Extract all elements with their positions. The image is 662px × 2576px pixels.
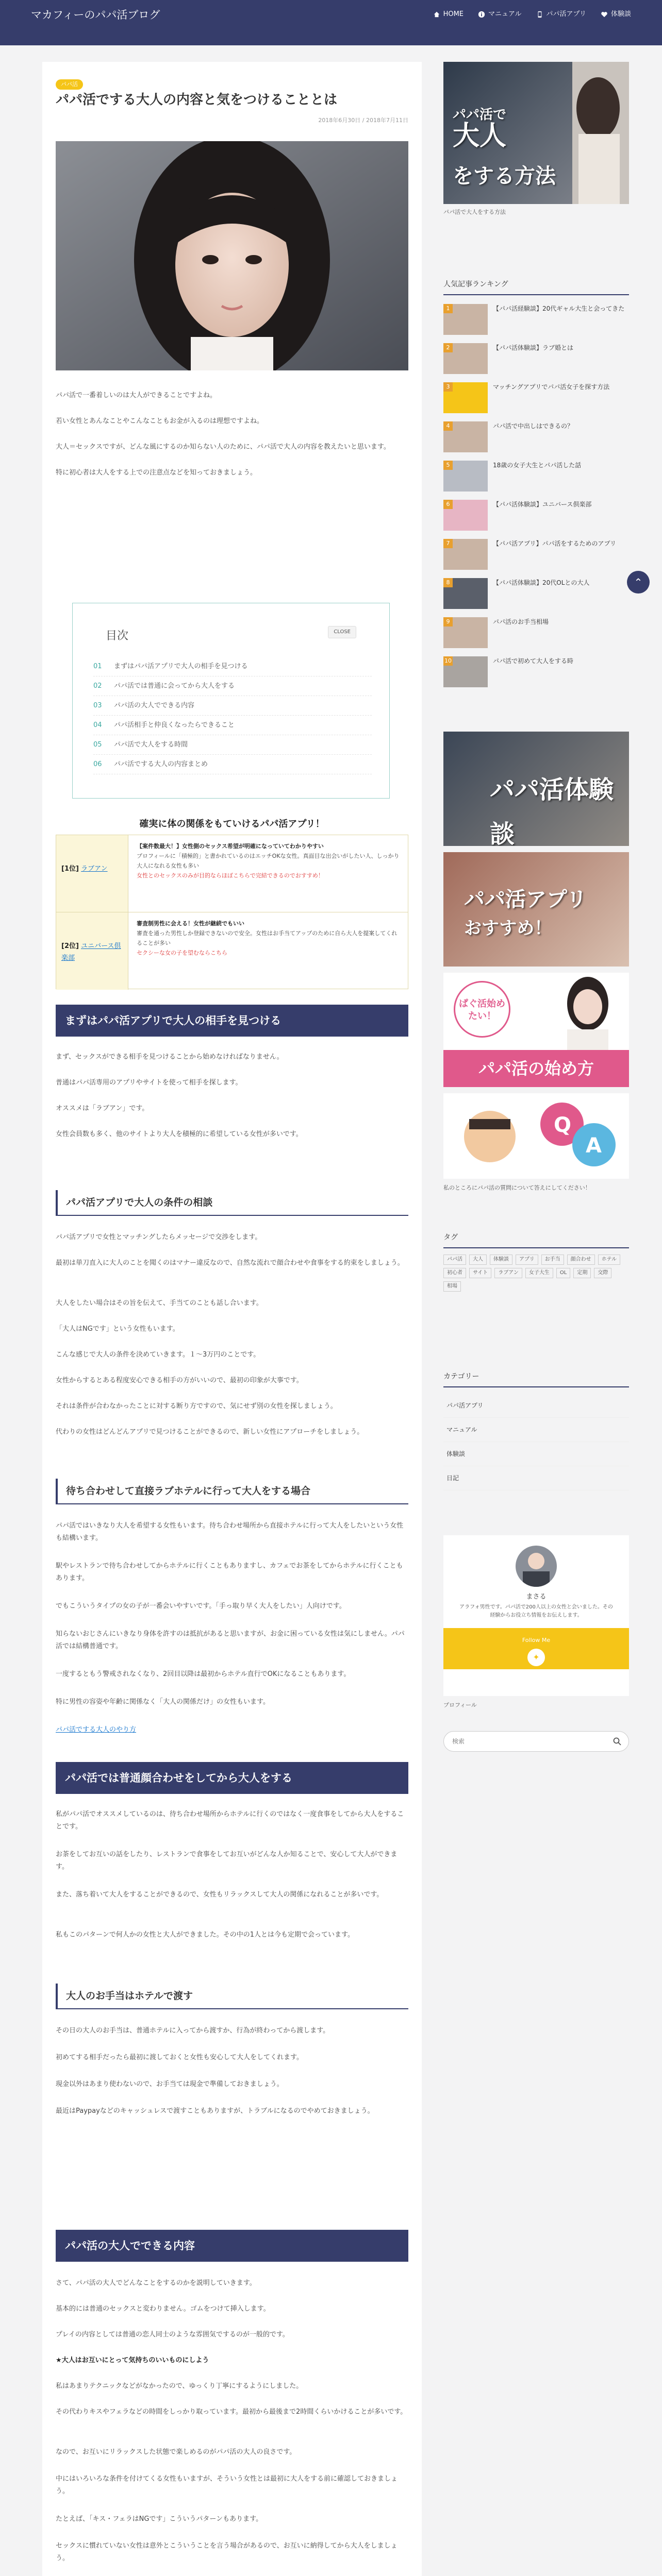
ranking-title: 【パパ活体験談】ユニバース倶楽部 bbox=[493, 501, 592, 508]
banner-text: 大人 bbox=[453, 121, 507, 151]
table-app-cell bbox=[56, 835, 128, 912]
body-paragraph: 最初は単刀直入に大人のことを聞くのはマナー違反なので、自然な流れで顔合わせや食事をする約束をしましょう。 bbox=[56, 1259, 404, 1267]
body-paragraph: こんな感じで大人の条件を決めていきます。１～3万円のことです。 bbox=[56, 1351, 260, 1359]
intro-paragraph: 若い女性とあんなことやこんなこともお金が入るのは理想ですよね。 bbox=[56, 417, 264, 425]
follow-box bbox=[443, 1628, 629, 1669]
section-heading: パパ活では普通顔合わせをしてから大人をする bbox=[56, 1762, 408, 1794]
subsection-heading: 大人のお手当はホテルで渡す bbox=[56, 1984, 408, 2009]
intro-paragraph: 特に初心者は大人をする上での注意点などを知っておきましょう。 bbox=[56, 469, 257, 477]
ranking-item[interactable] bbox=[443, 539, 629, 578]
ranking-title: 【パパ活アプリ】パパ活をするためのアプリ bbox=[493, 540, 617, 547]
intro-paragraph: 大人＝セックスですが、どんな風にするのか知らない人のために、パパ活で大人の内容を教えたいと思います。 bbox=[56, 443, 390, 451]
svg-text:A: A bbox=[586, 1134, 602, 1158]
desc-body: プロフィールに「積極的」と書かれているのはエッチOKな女性。真面目な出会いがしたい人、しっかり大人になれる女性も多い bbox=[137, 853, 400, 869]
toc-item-number: 01 bbox=[93, 663, 102, 670]
table-app-cell bbox=[56, 912, 128, 990]
table-row bbox=[56, 835, 408, 912]
toc-item-label: まずはパパ活アプリで大人の相手を見つける bbox=[114, 663, 248, 670]
subsection-heading: 待ち合わせして直接ラブホテルに行って大人をする場合 bbox=[56, 1479, 408, 1504]
heart-icon bbox=[601, 11, 608, 18]
table-of-contents bbox=[72, 603, 390, 799]
category-link[interactable]: マニュアル bbox=[443, 1418, 629, 1442]
table-row bbox=[56, 912, 408, 990]
tag-link[interactable]: 相場 bbox=[443, 1281, 461, 1292]
ranking-table-title: 確実に体の関係をもていけるパパ活アプリ！ bbox=[139, 819, 325, 829]
rank-label: [2位] bbox=[61, 942, 79, 950]
search-input[interactable] bbox=[452, 1736, 602, 1747]
site-header bbox=[0, 0, 662, 45]
toc-item-label: パパ活で大人をする時間 bbox=[114, 741, 188, 749]
ranking-number: 1 bbox=[443, 304, 453, 313]
category-badge[interactable]: パパ活 bbox=[56, 79, 83, 90]
profile-caption: プロフィール bbox=[443, 1702, 477, 1708]
banner-caption: パパ活で大人をする方法 bbox=[443, 209, 506, 215]
ranking-item[interactable] bbox=[443, 461, 629, 500]
nav-home[interactable] bbox=[433, 8, 464, 20]
banner-adult-method[interactable] bbox=[443, 62, 629, 204]
body-paragraph: さて、パパ活の大人でどんなことをするのかを説明していきます。 bbox=[56, 2279, 256, 2287]
body-paragraph: でもこういうタイプの女の子が一番会いやすいです。「手っ取り早く大人をしたい」人向けです。 bbox=[56, 1602, 346, 1610]
ranking-item[interactable] bbox=[443, 500, 629, 539]
toc-item-number: 06 bbox=[93, 760, 102, 768]
body-paragraph: 私もこのパターンで何人かの女性と大人ができました。その中の1人とは今も定期で会っています。 bbox=[56, 1931, 354, 1939]
banner-howto[interactable] bbox=[443, 973, 629, 1087]
ranking-thumbnail bbox=[443, 421, 488, 452]
twitter-icon[interactable]: ✦ bbox=[527, 1649, 545, 1666]
category-link[interactable]: 体験談 bbox=[443, 1442, 629, 1466]
page-top-button[interactable]: ⌃ bbox=[627, 571, 650, 594]
rank-label: [1位] bbox=[61, 865, 79, 873]
ranking-title: 【パパ活経験談】20代ギャル大生と会ってきた bbox=[493, 305, 625, 312]
app-ranking-table bbox=[56, 835, 408, 989]
toc-item[interactable] bbox=[93, 735, 372, 755]
ranking-number: 7 bbox=[443, 539, 453, 548]
section-heading: パパ活の大人でできる内容 bbox=[56, 2230, 408, 2262]
body-paragraph: その代わりキスやフェラなどの時間をしっかり取っています。最初から最後まで2時間くらいかけることが多いです。 bbox=[56, 2408, 407, 2416]
ranking-item[interactable] bbox=[443, 382, 629, 421]
body-paragraph: 現金以外はあまり使わないので、お手当ては現金で準備しておきましょう。 bbox=[56, 2080, 284, 2088]
banner-qa[interactable] bbox=[443, 1093, 629, 1179]
body-paragraph: 基本的には普通のセックスと変わりません。ゴムをつけて挿入します。 bbox=[56, 2305, 270, 2313]
ranking-title: パパ活で中出しはできるの？ bbox=[493, 422, 574, 430]
nav-apps-label: パパ活アプリ bbox=[546, 10, 586, 18]
nav-experience-label: 体験談 bbox=[610, 10, 631, 18]
toc-item[interactable] bbox=[93, 696, 372, 716]
widget-title: カテゴリー bbox=[443, 1370, 629, 1387]
toc-title: 目次 bbox=[106, 630, 129, 642]
ranking-item[interactable] bbox=[443, 656, 629, 696]
ranking-number: 3 bbox=[443, 382, 453, 392]
ranking-title: パパ活のお手当相場 bbox=[493, 618, 549, 625]
ranking-title: マッチングアプリでパパ活女子を探す方法 bbox=[493, 383, 610, 391]
nav-manual[interactable] bbox=[478, 8, 521, 20]
body-paragraph: それは条件が合わなかったことに対する断り方ですので、気にせず別の女性を探しましょう。 bbox=[56, 1402, 337, 1410]
ranking-thumbnail bbox=[443, 500, 488, 531]
tag-link[interactable]: お手当 bbox=[541, 1255, 564, 1265]
category-widget bbox=[443, 1370, 629, 1490]
ranking-item[interactable] bbox=[443, 343, 629, 382]
ranking-number: 5 bbox=[443, 461, 453, 470]
body-paragraph: 特に男性の容姿や年齢に関係なく「大人の関係だけ」の女性もいます。 bbox=[56, 1698, 270, 1706]
ranking-item[interactable] bbox=[443, 617, 629, 656]
site-logo[interactable]: マカフィーのパパ活ブログ bbox=[31, 9, 160, 21]
toc-item-label: パパ活の大人でできる内容 bbox=[114, 702, 195, 709]
tag-link[interactable]: ラブアン bbox=[494, 1268, 522, 1278]
toc-item[interactable] bbox=[93, 657, 372, 676]
ranking-item[interactable] bbox=[443, 578, 629, 617]
avatar bbox=[516, 1546, 557, 1587]
intro-paragraph: パパ活で一番着しいのは大人ができることですよね。 bbox=[56, 392, 217, 399]
tag-link[interactable]: 定期 bbox=[573, 1268, 591, 1278]
section-heading: まずはパパ活アプリで大人の相手を見つける bbox=[56, 1005, 408, 1037]
body-paragraph: その日の大人のお手当は、普通ホテルに入ってから渡すか、行為が終わってから渡します。 bbox=[56, 2027, 330, 2035]
nav-apps[interactable] bbox=[536, 8, 586, 20]
ranking-title: パパ活で初めて大人をする時 bbox=[493, 657, 574, 665]
body-paragraph: プレイの内容としては普通の恋人同士のような雰囲気でするのが一般的です。 bbox=[56, 2331, 289, 2338]
search-icon[interactable] bbox=[613, 1737, 621, 1745]
toc-item-number: 03 bbox=[93, 702, 102, 709]
body-paragraph: たとえば、「キス・フェラはNGです」こういうパターンもあります。 bbox=[56, 2515, 263, 2523]
banner-apps[interactable] bbox=[443, 852, 629, 967]
banner-experience[interactable] bbox=[443, 732, 629, 846]
tag-link[interactable]: ホテル bbox=[598, 1255, 621, 1265]
toc-item-label: パパ活でする大人の内容まとめ bbox=[114, 760, 208, 768]
search-box bbox=[443, 1731, 629, 1752]
subsection-heading: パパ活アプリで大人の条件の相談 bbox=[56, 1190, 408, 1216]
body-paragraph: オススメは「ラブアン」です。 bbox=[56, 1105, 149, 1112]
ranking-thumbnail bbox=[443, 382, 488, 413]
body-paragraph: 私はあまりテクニックなどがなかったので、ゆっくり丁寧にするようにしました。 bbox=[56, 2382, 303, 2390]
body-paragraph: 初めてする相手だったら最初に渡しておくと女性も安心して大人をしてくれます。 bbox=[56, 2054, 303, 2061]
ranking-thumbnail bbox=[443, 617, 488, 648]
banner-text: パパ活で bbox=[453, 107, 507, 123]
desc-heading: 【案件数最大！】女性側のセックス希望が明確になっていてわかりやすい bbox=[137, 843, 324, 850]
body-paragraph: 女性からするとある程度安心できる相手の方がいいので、最初の印象が大事です。 bbox=[56, 1377, 303, 1384]
ranking-thumbnail bbox=[443, 461, 488, 492]
body-paragraph: パパ活ではいきなり大人を希望する女性もいます。待ち合わせ場所から直接ホテルに行って大人をしたいという女性も結構います。 bbox=[56, 1522, 404, 1542]
body-paragraph: パパ活アプリで女性とマッチングしたらメッセージで交渉をします。 bbox=[56, 1233, 262, 1241]
ranking-item[interactable] bbox=[443, 304, 629, 343]
desc-body: 審査を通った男性しか登録できないので安全。女性はお手当てアップのために自ら大人を提案してくれることが多い bbox=[137, 930, 398, 946]
tag-link[interactable]: パパ活 bbox=[443, 1255, 466, 1265]
desc-note: 女性とのセックスのみが目的ならほぼこちらで完結できるのでおすすめ！ bbox=[137, 872, 324, 879]
body-paragraph: 普通はパパ活専用のアプリやサイトを使って相手を探します。 bbox=[56, 1079, 242, 1087]
app-link[interactable]: ユニバース倶楽部 bbox=[61, 942, 121, 962]
body-paragraph: 大人をしたい場合はその旨を伝えて、手当てのことも話し合います。 bbox=[56, 1299, 263, 1307]
category-link[interactable]: 日記 bbox=[443, 1466, 629, 1490]
body-paragraph: 「大人はNGです」という女性もいます。 bbox=[56, 1325, 179, 1333]
toc-close-button[interactable]: CLOSE bbox=[328, 626, 356, 638]
home-icon bbox=[433, 11, 440, 18]
ranking-thumbnail bbox=[443, 656, 488, 687]
svg-text:Q: Q bbox=[554, 1113, 572, 1137]
widget-title: 人気記事ランキング bbox=[443, 278, 629, 295]
ranking-number: 6 bbox=[443, 500, 453, 509]
nav-manual-label: マニュアル bbox=[488, 10, 522, 18]
body-paragraph: セックスに慣れていない女性は意外とこういうことを言う場合があるので、お互いに納得してから大人をしましょう。 bbox=[56, 2542, 398, 2562]
ranking-number: 10 bbox=[443, 656, 453, 666]
tag-link[interactable]: アプリ bbox=[516, 1255, 538, 1265]
profile-widget bbox=[443, 1535, 629, 1696]
banner-text: パパ活の始め方 bbox=[443, 1050, 629, 1087]
banner-text: パパ活体験談 bbox=[490, 775, 614, 846]
banner-photo bbox=[552, 973, 624, 1050]
desc-heading: 審査制男性に会える！女性が継続でもいい bbox=[137, 920, 244, 927]
body-paragraph: まず、セックスができる相手を見つけることから始めなければなりません。 bbox=[56, 1053, 284, 1061]
body-paragraph: 知らないおじさんにいきなり身体を許すのは抵抗があると思いますが、お金に困っている女性は気にしません。パパ活では結構普通です。 bbox=[56, 1630, 405, 1650]
tag-link[interactable]: 女子大生 bbox=[525, 1268, 553, 1278]
speech-bubble: ぱぐ活始めたい！ bbox=[454, 981, 510, 1038]
table-desc-cell bbox=[128, 835, 408, 912]
banner-text: おすすめ！ bbox=[464, 918, 552, 939]
ranking-number: 2 bbox=[443, 343, 453, 352]
body-paragraph: 最近はPaypayなどのキャッシュレスで渡すこともありますが、トラブルになるのでやめておきましょう。 bbox=[56, 2107, 374, 2115]
qa-illustration bbox=[443, 1093, 629, 1179]
ranking-item[interactable] bbox=[443, 421, 629, 461]
body-paragraph: 中にはいろいろな条件を付けてくる女性もいますが、そういう女性とは最初に大人をする前に確認しておきましょう。 bbox=[56, 2475, 398, 2495]
toc-item-label: パパ活相手と仲良くなったらできること bbox=[114, 721, 235, 729]
app-link[interactable]: ラブアン bbox=[81, 865, 108, 873]
emphasis-paragraph: ★大人はお互いにとって気持ちのいいものにしよう bbox=[56, 2357, 209, 2364]
body-paragraph: お茶をしてお互いの話をしたり、レストランで食事をしてお互いがどんな人か知ることで、安心して大人ができます。 bbox=[56, 1851, 398, 1871]
ranking-thumbnail bbox=[443, 343, 488, 374]
category-link[interactable]: パパ活アプリ bbox=[443, 1394, 629, 1418]
banner-text: パパ活アプリ bbox=[464, 888, 587, 911]
ranking-number: 4 bbox=[443, 421, 453, 431]
body-paragraph: 一度するともう警戒されなくなり、2回目以降は最初からホテル直行でOKになることもあります。 bbox=[56, 1670, 351, 1678]
ranking-title: 【パパ活体験談】ラブ婚とは bbox=[493, 344, 574, 351]
article bbox=[42, 62, 422, 2576]
nav-experience[interactable] bbox=[601, 8, 631, 20]
body-paragraph: なので、お互いにリラックスした状態で楽しめるのがパパ活の大人の良さです。 bbox=[56, 2448, 296, 2456]
toc-item[interactable] bbox=[93, 755, 372, 774]
ranking-title: 18歳の女子大生とパパ活した話 bbox=[493, 462, 582, 469]
toc-item[interactable] bbox=[93, 676, 372, 696]
tag-link[interactable]: 交際 bbox=[594, 1268, 611, 1278]
tag-link[interactable]: OL bbox=[556, 1268, 570, 1278]
body-paragraph: 私がパパ活でオススメしているのは、待ち合わせ場所からホテルに行くのではなく一度食事をしてから大人をすることです。 bbox=[56, 1810, 404, 1831]
toc-item-label: パパ活では普通に会ってから大人をする bbox=[114, 682, 235, 690]
ranking-title: 【パパ活体験談】20代OLとの大人 bbox=[493, 579, 590, 586]
profile-name: まさる bbox=[526, 1593, 547, 1601]
body-paragraph: 駅やレストランで待ち合わせしてからホテルに行くこともありますし、カフェでお茶をしてからホテルに行くこともあります。 bbox=[56, 1562, 403, 1582]
body-paragraph: 代わりの女性はどんどんアプリで見つけることができるので、新しい女性にアプローチをしましょう。 bbox=[56, 1428, 364, 1436]
banner-text: をする方法 bbox=[453, 164, 556, 188]
toc-list bbox=[93, 657, 372, 774]
profile-description: アラフォ男性です。パパ活で200人以上の女性と会いました。その経験からお役立ち情報をお伝えします。 bbox=[459, 1604, 613, 1618]
ranking-widget bbox=[443, 278, 629, 301]
body-paragraph: 女性会員数も多く、他のサイトより大人を積極的に希望している女性が多いです。 bbox=[56, 1130, 303, 1138]
tag-link[interactable]: 大人 bbox=[469, 1255, 487, 1265]
tag-link[interactable]: 初心者 bbox=[443, 1268, 466, 1278]
desc-note: セクシーな女の子を望むならこちら bbox=[137, 950, 227, 956]
ranking-thumbnail bbox=[443, 304, 488, 335]
table-desc-cell bbox=[128, 912, 408, 990]
tag-cloud bbox=[443, 1255, 629, 1292]
article-title: パパ活でする大人の内容と気をつけることとは bbox=[56, 92, 338, 108]
post-dates: 2018年6月30日 / 2018年7月11日 bbox=[318, 117, 408, 124]
toc-item-number: 02 bbox=[93, 682, 102, 690]
ranking-number: 9 bbox=[443, 617, 453, 626]
toc-item[interactable] bbox=[93, 716, 372, 735]
tag-link[interactable]: サイト bbox=[469, 1268, 491, 1278]
ranking-number: 8 bbox=[443, 578, 453, 587]
info-icon bbox=[478, 11, 485, 18]
ranking-thumbnail bbox=[443, 539, 488, 570]
global-nav bbox=[433, 8, 631, 20]
article-link[interactable]: パパ活でする大人のやり方 bbox=[56, 1726, 137, 1734]
eyecatch-image bbox=[56, 141, 408, 370]
toc-item-number: 05 bbox=[93, 741, 102, 749]
widget-title: タグ bbox=[443, 1231, 629, 1248]
follow-label: Follow Me bbox=[522, 1637, 551, 1643]
phone-icon bbox=[536, 11, 543, 18]
tag-widget bbox=[443, 1231, 629, 1292]
banner-caption: 私のところにパパ活の質問について答えにしてください！ bbox=[443, 1184, 591, 1191]
tag-link[interactable]: 顔合わせ bbox=[567, 1255, 595, 1265]
body-paragraph: また、落ち着いて大人をすることができるので、女性もリラックスして大人の関係になれることが多いです。 bbox=[56, 1891, 384, 1899]
toc-item-number: 04 bbox=[93, 721, 102, 729]
ranking-thumbnail bbox=[443, 578, 488, 609]
nav-home-label: HOME bbox=[443, 10, 464, 18]
tag-link[interactable]: 体験談 bbox=[490, 1255, 512, 1265]
